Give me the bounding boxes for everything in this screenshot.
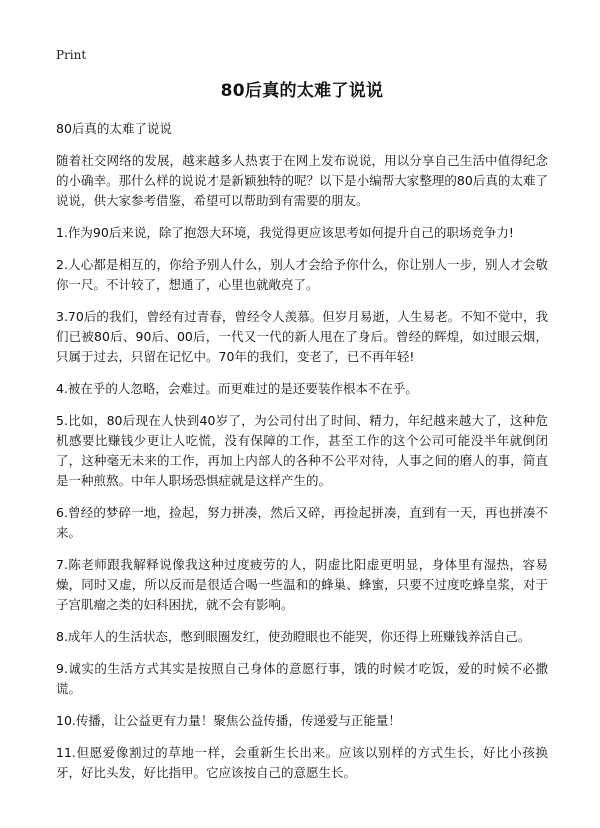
item-paragraph-9: 9.诚实的生活方式其实是按照自己身体的意愿行事，饿的时候才吃饭，爱的时候不必撒谎。 [56,661,548,696]
item-paragraph-3: 3.70后的我们，曾经有过青春，曾经令人羡慕。但岁月易逝，人生易老。不知不觉中，我们已被80后、90后、00后，一代又一代的新人甩在了身后。曾经的辉煌，如过眼云烟，只属于过去，只留在记忆中。70年的我们，变老了，已不再年轻! [56,309,548,364]
print-link[interactable]: Print [56,48,87,62]
item-paragraph-6: 6.曾经的梦碎一地，捡起，努力拼凑，然后又碎，再捡起拼凑，直到有一天，再也拼凑不来。 [56,505,548,540]
item-paragraph-1: 1.作为90后来说，除了抱怨大环境，我觉得更应该思考如何提升自己的职场竞争力! [56,225,514,240]
intro-paragraph: 随着社交网络的发展，越来越多人热衷于在网上发布说说，用以分享自己生活中值得纪念的小确幸。那什么样的说说才是新颖独特的呢？以下是小编帮大家整理的80后真的太难了说说，供大家参考借鉴，希望可以帮助到有需要的朋友。 [56,153,548,208]
item-paragraph-2: 2.人心都是相互的，你给予别人什么，别人才会给予你什么，你让别人一步，别人才会敬你一尺。不计较了，想通了，心里也就敞亮了。 [56,257,548,292]
item-paragraph-7: 7.陈老师跟我解释说像我这种过度疲劳的人，阴虚比阳虚更明显，身体里有湿热，容易燥，同时又虚，所以反而是很适合喝一些温和的蜂巢、蜂蜜，只要不过度吃蜂皇浆，对于子宫肌瘤之类的妇科困扰，就不会有影响。 [56,557,548,612]
article-subtitle: 80后真的太难了说说 [56,121,172,136]
item-paragraph-11: 11.但愿爱像割过的草地一样，会重新生长出来。应该以别样的方式生长，好比小孩换牙，好比头发，好比指甲。它应该按自己的意愿生长。 [56,745,548,780]
item-paragraph-5: 5.比如，80后现在人快到40岁了，为公司付出了时间、精力，年纪越来越大了，这种危机感要比赚钱少更让人吃慌，没有保障的工作，甚至工作的这个公司可能没半年就倒闭了，这种毫无未来的工作，再加上内部人的各种不公平对待，人事之间的磨人的事，简直是一种煎熬。中年人职场恐惧症就是这样产生的。 [56,413,548,488]
item-paragraph-8: 8.成年人的生活状态，憋到眼圈发红，使劲瞪眼也不能哭，你还得上班赚钱养活自己。 [56,629,531,644]
page-title: 80后真的太难了说说 [220,81,384,101]
item-paragraph-4: 4.被在乎的人忽略，会难过。而更难过的是还要装作根本不在乎。 [56,381,418,396]
item-paragraph-10: 10.传播，让公益更有力量！聚焦公益传播，传递爱与正能量！ [56,713,401,728]
